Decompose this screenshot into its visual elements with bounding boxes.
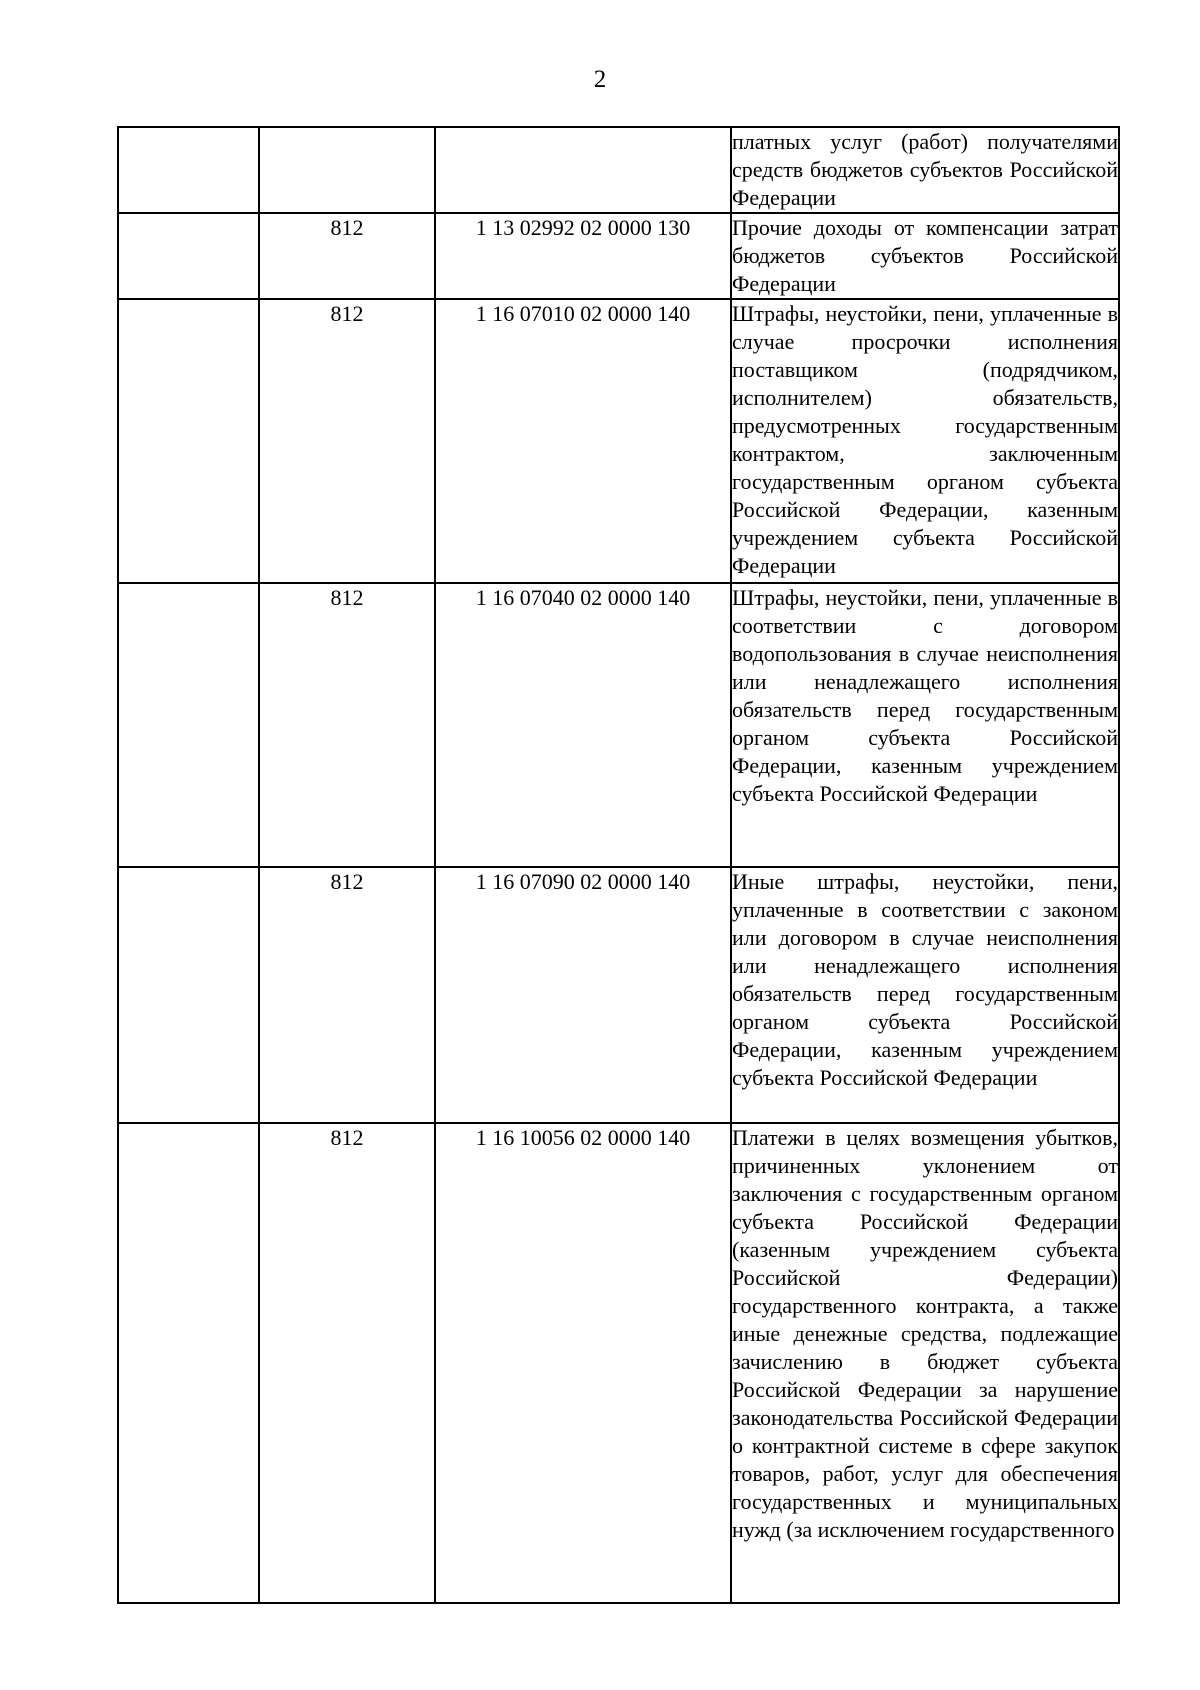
row-number-cell [118,1123,259,1603]
description-text: платных услуг (работ) получателями средств бюджетов субъектов Российской Федерации [732,129,1118,210]
table-row [118,299,1119,583]
description-cell [731,213,1119,299]
admin-code-cell [259,127,435,213]
revenue-code-cell: 1 16 07010 02 0000 140 [435,299,731,583]
description-text: Прочие доходы от компенсации затрат бюджетов субъектов Российской Федерации [732,215,1118,296]
description-text: Иные штрафы, неустойки, пени, уплаченные в соответствии с законом или договором в случае неисполнения или ненадлежащего исполнения обязательств перед государственным органом субъекта Российской Федерации, казенным учреждением субъекта Российской Федерации [732,869,1118,1090]
description-cell [731,583,1119,867]
admin-code-cell: 812 [259,213,435,299]
revenue-codes-table [117,126,1120,1604]
table-row [118,213,1119,299]
revenue-code-cell: 1 16 10056 02 0000 140 [435,1123,731,1603]
admin-code-cell: 812 [259,299,435,583]
table-row [118,1123,1119,1603]
row-number-cell [118,213,259,299]
description-cell [731,1123,1119,1603]
description-text: Штрафы, неустойки, пени, уплаченные в соответствии с договором водопользования в случае неисполнения или ненадлежащего исполнения обязательств перед государственным органом субъекта Российской Федерации, казенным учреждением субъекта Российской Федерации [732,585,1118,806]
revenue-code-cell: 1 16 07040 02 0000 140 [435,583,731,867]
row-number-cell [118,583,259,867]
description-cell [731,867,1119,1123]
admin-code-cell: 812 [259,867,435,1123]
description-cell [731,127,1119,213]
description-text: Платежи в целях возмещения убытков, причиненных уклонением от заключения с государственным органом субъекта Российской Федерации (казенным учреждением субъекта Российской Федерации) государственного контракта, а также иные денежные средства, подлежащие зачислению в бюджет субъекта Российской Федерации за нарушение законодательства Российской Федерации о контрактной системе в сфере закупок товаров, работ, услуг для обеспечения государственных и муниципальных нужд (за исключением государственного [732,1125,1118,1542]
row-number-cell [118,127,259,213]
row-number-cell [118,867,259,1123]
revenue-code-cell [435,127,731,213]
row-number-cell [118,299,259,583]
table-row [118,867,1119,1123]
table-row [118,583,1119,867]
admin-code-cell: 812 [259,1123,435,1603]
description-cell [731,299,1119,583]
admin-code-cell: 812 [259,583,435,867]
revenue-code-cell: 1 16 07090 02 0000 140 [435,867,731,1123]
page-number: 2 [593,66,607,93]
table-row [118,127,1119,213]
revenue-code-cell: 1 13 02992 02 0000 130 [435,213,731,299]
description-text: Штрафы, неустойки, пени, уплаченные в случае просрочки исполнения поставщиком (подрядчиком, исполнителем) обязательств, предусмотренных государственным контрактом, заключенным государственным органом субъекта Российской Федерации, казенным учреждением субъекта Российской Федерации [732,301,1118,578]
